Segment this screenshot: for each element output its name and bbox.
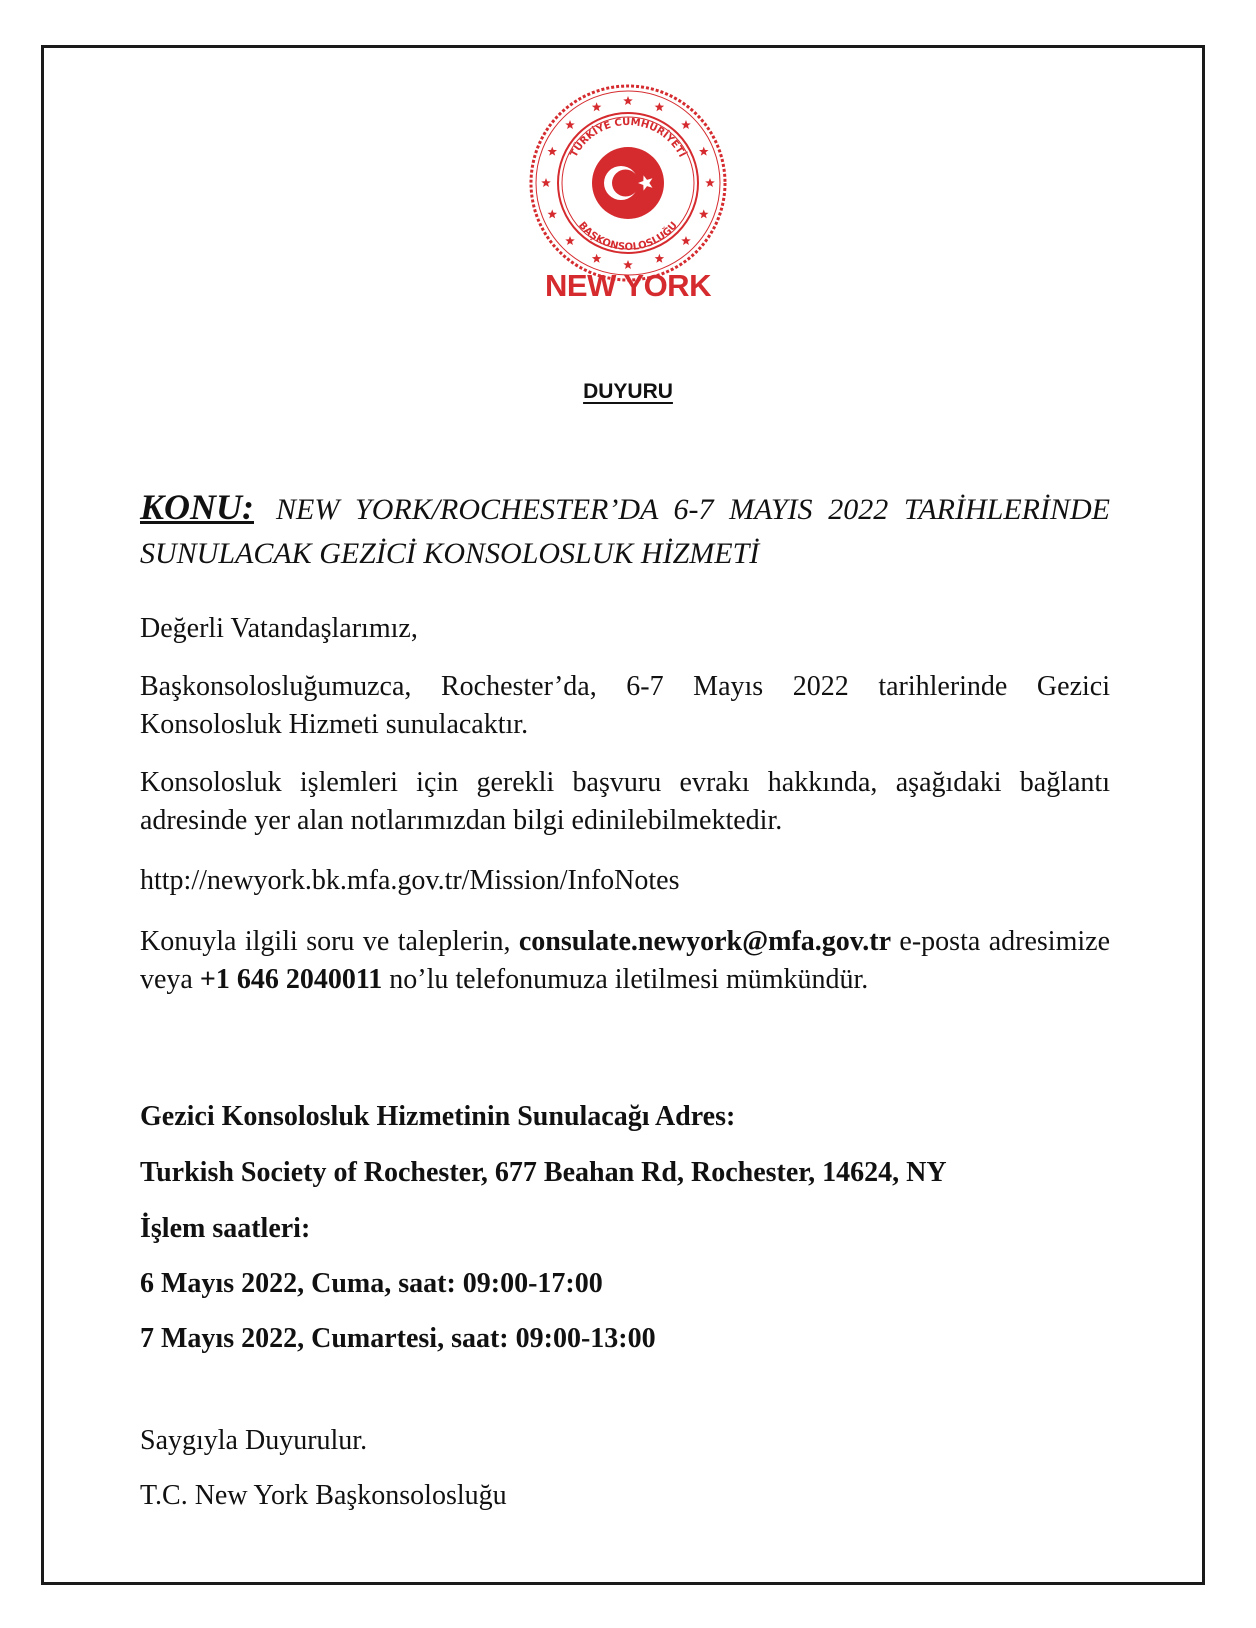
info-notes-link[interactable]: http://newyork.bk.mfa.gov.tr/Mission/InfoNotes (140, 865, 680, 896)
seal-star-icon (699, 147, 709, 156)
seal-star-icon (547, 209, 557, 218)
seal-city: NEW YORK (545, 268, 711, 303)
seal-star-icon (705, 178, 715, 187)
seal-star-icon (655, 254, 665, 263)
page-title: DUYURU (583, 380, 673, 403)
address-label: Gezici Konsolosluk Hizmetinin Sunulacağı Adres: (140, 1101, 736, 1132)
hours-label: İşlem saatleri: (140, 1213, 311, 1244)
seal-star-icon (547, 147, 557, 156)
seal-star-icon (681, 120, 691, 129)
seal-star-icon (655, 102, 665, 111)
email-address[interactable]: consulate.newyork@mfa.gov.tr (518, 926, 891, 957)
seal-star-icon (541, 178, 551, 187)
hours-day-1: 6 Mayıs 2022, Cuma, saat: 09:00-17:00 (140, 1268, 603, 1299)
seal-star-icon (623, 96, 633, 105)
closing: Saygıyla Duyurulur. (140, 1425, 368, 1456)
consulate-seal (523, 78, 733, 288)
seal-arc-bottom-text: BAŞKONSOLOSLUĞU (576, 220, 680, 254)
hours-day-2: 7 Mayıs 2022, Cumartesi, saat: 09:00-13:00 (140, 1323, 656, 1354)
seal-star-icon (681, 236, 691, 245)
phone-number: +1 646 2040011 (199, 964, 383, 995)
signature: T.C. New York Başkonsolosluğu (140, 1480, 507, 1511)
subject-text: NEW YORK/ROCHESTER’DA 6-7 MAYIS 2022 TARİHLERİNDE SUNULACAK GEZİCİ KONSOLOSLUK HİZMETİ (140, 493, 1110, 570)
seal-star-icon (699, 209, 709, 218)
paragraph-documents: Konsolosluk işlemleri için gerekli başvuru evrakı hakkında, aşağıdaki bağlantı adresinde yer alan notlarımızdan bilgi edinilebilmektedir. (140, 767, 1110, 836)
greeting: Değerli Vatandaşlarımız, (140, 613, 418, 644)
seal-arc-top-text: TÜRKİYE CUMHURİYETİ (568, 116, 688, 160)
seal-star-icon (592, 102, 602, 111)
seal-star-icon (565, 236, 575, 245)
subject (140, 485, 1110, 576)
subject-label: KONU: (140, 487, 254, 527)
seal-star-icon (592, 254, 602, 263)
address: Turkish Society of Rochester, 677 Beahan Rd, Rochester, 14624, NY (140, 1157, 947, 1188)
paragraph-contact: Konuyla ilgili soru ve taleplerin, consulate.newyork@mfa.gov.tr e-posta adresimize veya +1 646 2040011 no’lu telefonumuza iletilmesi mümkündür. (140, 926, 1110, 995)
seal-star-icon (565, 120, 575, 129)
paragraph-announcement: Başkonsolosluğumuzca, Rochester’da, 6-7 Mayıs 2022 tarihlerinde Gezici Konsolosluk Hizmeti sunulacaktır. (140, 671, 1110, 740)
